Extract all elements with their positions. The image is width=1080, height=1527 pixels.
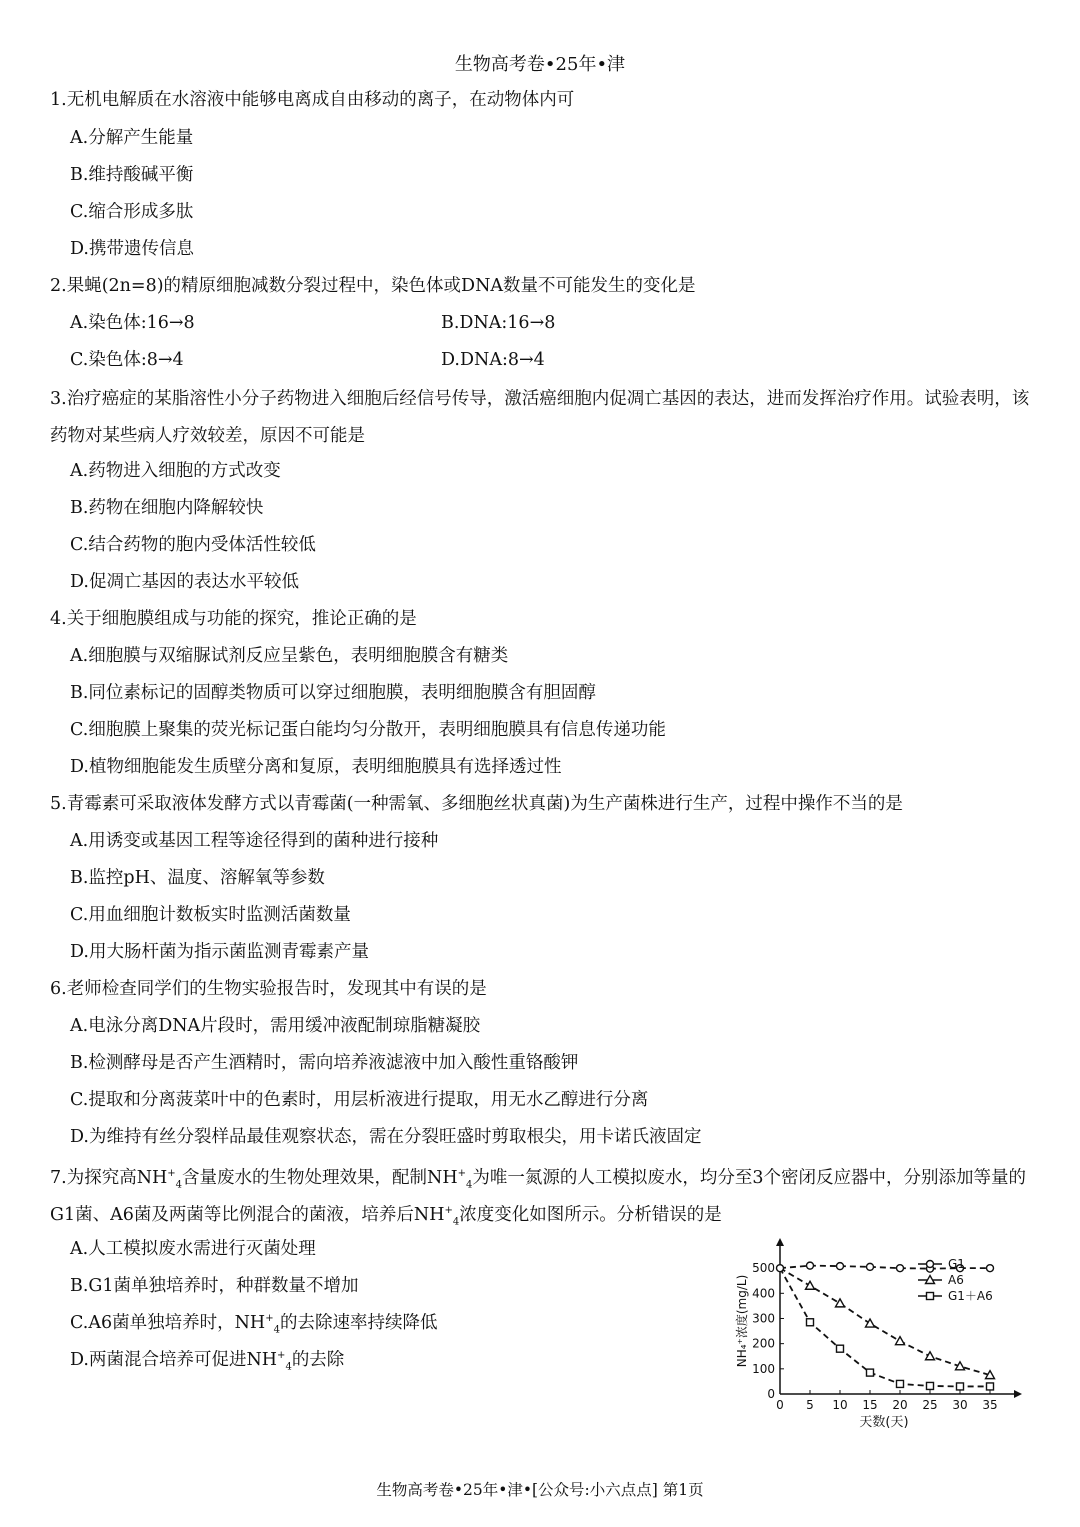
page-title: 生物高考卷•25年•津 xyxy=(454,54,626,75)
data-point-triangle xyxy=(806,1281,815,1289)
data-point-square xyxy=(987,1383,994,1390)
y-tick-label: 400 xyxy=(752,1286,775,1301)
y-tick-label: 200 xyxy=(752,1336,775,1351)
data-point-square xyxy=(897,1380,904,1387)
x-axis-arrow xyxy=(1014,1390,1022,1398)
nh4-superscript: + xyxy=(167,1168,176,1180)
x-axis-label: 天数(天) xyxy=(859,1415,909,1430)
data-point-triangle xyxy=(896,1337,905,1345)
data-point-square xyxy=(837,1345,844,1352)
question-1-stem: 1.无机电解质在水溶液中能够电离成自由移动的离子，在动物体内可 xyxy=(50,90,575,110)
nh4-concentration-chart xyxy=(728,1236,1028,1436)
nh4-subscript: 4 xyxy=(175,1179,183,1191)
question-4-option-c: C.细胞膜上聚集的荧光标记蛋白能均匀分散开，表明细胞膜具有信息传递功能 xyxy=(70,720,666,740)
question-3-option-b: B.药物在细胞内降解较快 xyxy=(70,498,264,518)
y-tick-label: 500 xyxy=(752,1261,775,1276)
question-2-option-d: D.DNA:8→4 xyxy=(441,350,545,370)
question-3-option-c: C.结合药物的胞内受体活性较低 xyxy=(70,535,316,555)
question-3-option-a: A.药物进入细胞的方式改变 xyxy=(70,461,281,481)
question-1-option-d: D.携带遗传信息 xyxy=(70,239,194,259)
question-7-option-c: C.A6菌单独培养时，$NH^+_4$的去除速率持续降低 xyxy=(70,1313,438,1336)
question-1-option-a: A.分解产生能量 xyxy=(70,128,194,148)
y-axis-arrow xyxy=(776,1238,784,1246)
question-4-option-b: B.同位素标记的固醇类物质可以穿过细胞膜，表明细胞膜含有胆固醇 xyxy=(70,683,596,703)
question-4-option-d: D.植物细胞能发生质壁分离和复原，表明细胞膜具有选择透过性 xyxy=(70,757,562,777)
question-2-option-a: A.染色体:16→8 xyxy=(70,313,195,333)
y-tick-label: 300 xyxy=(752,1311,775,1326)
legend-marker xyxy=(927,1261,934,1268)
x-tick-label: 25 xyxy=(922,1398,938,1412)
question-6-option-c: C.提取和分离菠菜叶中的色素时，用层析液进行提取，用无水乙醇进行分离 xyxy=(70,1090,649,1110)
data-point-circle xyxy=(807,1262,814,1269)
y-tick-label: 100 xyxy=(752,1361,775,1376)
question-6-option-a: A.电泳分离DNA片段时，需用缓冲液配制琼脂糖凝胶 xyxy=(70,1016,481,1036)
question-1-option-b: B.维持酸碱平衡 xyxy=(70,165,194,185)
question-7-stem: 7.为探究高$NH^+_4$含量废水的生物处理效果，配制$NH^+_4$为唯一氮源的人工模拟废水，均分至3个密闭反应器中，分别添加等量的G1菌、A6菌及两菌等比例混合的菌液，培养后$NH^+_4$浓度变化如图所示。分析错误的是 xyxy=(50,1168,1027,1228)
data-point-square xyxy=(867,1369,874,1376)
data-point-circle xyxy=(897,1265,904,1272)
question-6-option-d: D.为维持有丝分裂样品最佳观察状态，需在分裂旺盛时剪取根尖，用卡诺氏液固定 xyxy=(70,1127,702,1147)
data-point-circle xyxy=(987,1265,994,1272)
question-5-option-c: C.用血细胞计数板实时监测活菌数量 xyxy=(70,905,351,925)
question-3-stem: 3.治疗癌症的某脂溶性小分子药物进入细胞后经信号传导，激活癌细胞内促凋亡基因的表达，进而发挥治疗作用。试验表明，该药物对某些病人疗效较差，原因不可能是 xyxy=(50,389,1030,446)
x-tick-label: 15 xyxy=(862,1398,878,1412)
x-tick-label: 0 xyxy=(776,1398,784,1412)
x-tick-label: 5 xyxy=(806,1398,814,1412)
data-point-triangle xyxy=(926,1352,935,1360)
question-1-option-c: C.缩合形成多肽 xyxy=(70,202,194,222)
page-footer: 生物高考卷•25年•津•[公众号:小六点点] 第1页 xyxy=(376,1481,704,1499)
question-4-option-a: A.细胞膜与双缩脲试剂反应呈紫色，表明细胞膜含有糖类 xyxy=(70,646,509,666)
y-tick-label: 0 xyxy=(767,1387,775,1401)
data-point-circle xyxy=(867,1263,874,1270)
question-5-option-b: B.监控pH、温度、溶解氧等参数 xyxy=(70,868,325,888)
data-point-square xyxy=(927,1382,934,1389)
data-point-start xyxy=(777,1265,784,1272)
legend-label: G1 xyxy=(948,1257,965,1271)
question-5-option-d: D.用大肠杆菌为指示菌监测青霉素产量 xyxy=(70,942,369,962)
question-6-option-b: B.检测酵母是否产生酒精时，需向培养液滤液中加入酸性重铬酸钾 xyxy=(70,1053,579,1073)
question-5-option-a: A.用诱变或基因工程等途径得到的菌种进行接种 xyxy=(70,831,439,851)
question-3-option-d: D.促凋亡基因的表达水平较低 xyxy=(70,572,299,592)
question-2-option-c: C.染色体:8→4 xyxy=(70,350,184,370)
data-point-square xyxy=(807,1319,814,1326)
data-point-circle xyxy=(837,1263,844,1270)
legend-label: A6 xyxy=(948,1273,964,1287)
legend-marker xyxy=(927,1293,934,1300)
question-7-option-a: A.人工模拟废水需进行灭菌处理 xyxy=(70,1239,316,1259)
x-tick-label: 35 xyxy=(982,1398,998,1412)
x-tick-label: 10 xyxy=(832,1398,848,1412)
data-point-square xyxy=(957,1383,964,1390)
question-5-stem: 5.青霉素可采取液体发酵方式以青霉菌(一种需氧、多细胞丝状真菌)为生产菌株进行生产，过程中操作不当的是 xyxy=(50,794,903,814)
x-tick-label: 20 xyxy=(892,1398,908,1412)
question-2-option-b: B.DNA:16→8 xyxy=(441,313,556,333)
legend-label: G1＋A6 xyxy=(948,1289,993,1303)
question-7-option-d: D.两菌混合培养可促进$NH^+_4$的去除 xyxy=(70,1350,345,1373)
y-axis-label: NH₄⁺浓度(mg/L) xyxy=(735,1274,749,1368)
data-point-triangle xyxy=(836,1299,845,1307)
data-point-triangle xyxy=(866,1319,875,1327)
question-2-stem: 2.果蝇(2n=8)的精原细胞减数分裂过程中，染色体或DNA数量不可能发生的变化是 xyxy=(50,276,696,296)
question-4-stem: 4.关于细胞膜组成与功能的探究，推论正确的是 xyxy=(50,609,417,629)
question-7-option-b: B.G1菌单独培养时，种群数量不增加 xyxy=(70,1276,359,1296)
question-6-stem: 6.老师检查同学们的生物实验报告时，发现其中有误的是 xyxy=(50,979,487,999)
x-tick-label: 30 xyxy=(952,1398,968,1412)
